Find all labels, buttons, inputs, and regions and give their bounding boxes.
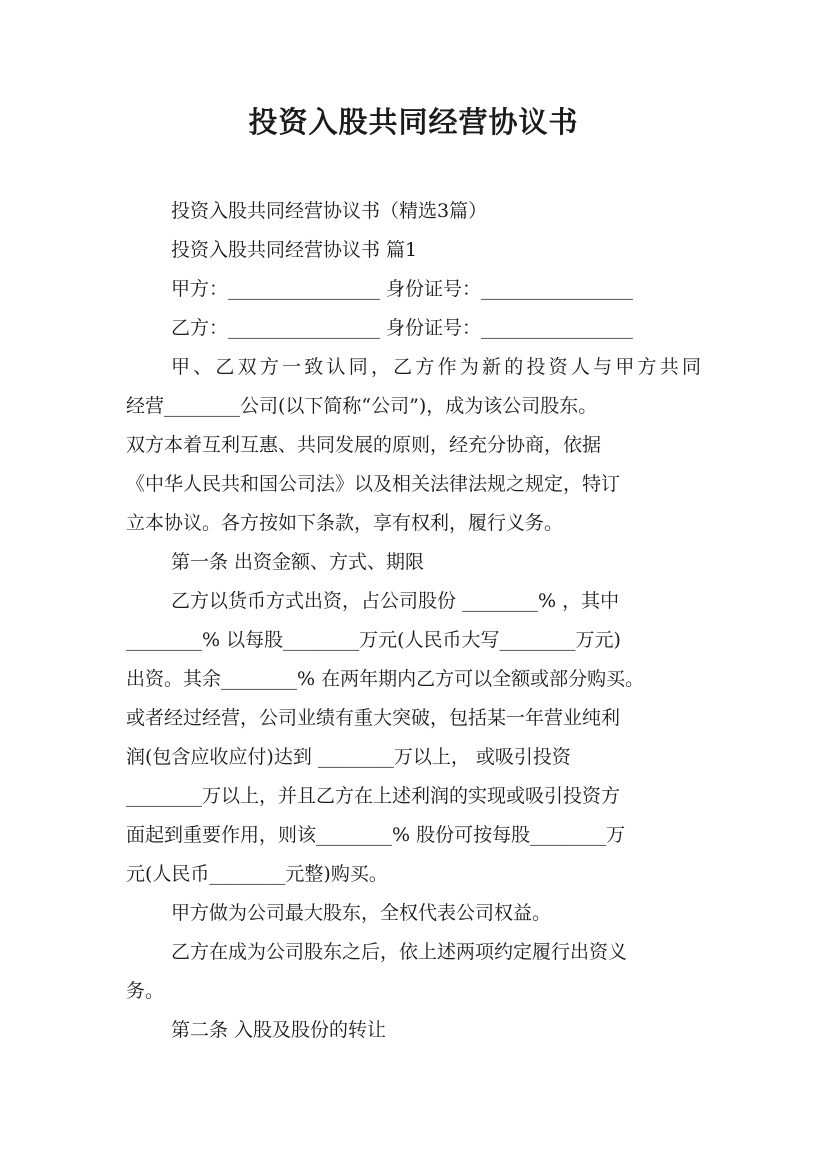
paragraph-line: 经营________公司(以下简称“公司”)，成为该公司股东。 — [126, 395, 598, 417]
paragraph-line: 润(包含应收应付)达到 ________万以上， 或吸引投资 — [126, 746, 571, 768]
paragraph-line: 出资。其余________% 在两年期内乙方可以全额或部分购买。 — [126, 668, 645, 690]
paragraph-line: ________% 以每股________万元(人民币大写________万元) — [126, 629, 621, 651]
paragraph-line: 务。 — [126, 980, 165, 1002]
party-b-line: 乙方：________________ 身份证号：________________ — [171, 317, 634, 339]
section-heading: 投资入股共同经营协议书 篇1 — [171, 239, 418, 261]
paragraph-line: 元(人民币________元整)购买。 — [126, 863, 388, 885]
paragraph-line: 甲方做为公司最大股东，全权代表公司权益。 — [171, 902, 552, 924]
paragraph-line: 乙方以货币方式出资，占公司股份 ________% ，其中 — [171, 590, 620, 612]
paragraph-line: 甲、乙双方一致认同，乙方作为新的投资人与甲方共同 — [171, 356, 701, 378]
party-a-line: 甲方：________________ 身份证号：________________ — [171, 278, 634, 300]
article-heading: 第二条 入股及股份的转让 — [171, 1019, 387, 1041]
paragraph-line: 《中华人民共和国公司法》以及相关法律法规之规定，特订 — [126, 473, 621, 495]
paragraph-line: 面起到重要作用，则该________% 股份可按每股________万 — [126, 824, 626, 846]
paragraph-line: 或者经过经营，公司业绩有重大突破，包括某一年营业纯利 — [126, 707, 621, 729]
paragraph-line: 乙方在成为公司股东之后，依上述两项约定履行出资义 — [171, 941, 628, 963]
document-title: 投资入股共同经营协议书 — [248, 105, 579, 139]
paragraph-line: 双方本着互利互惠、共同发展的原则，经充分协商，依据 — [126, 434, 602, 456]
subtitle-selection: 投资入股共同经营协议书（精选3篇） — [171, 200, 488, 222]
paragraph-line: ________万以上，并且乙方在上述利润的实现或吸引投资方 — [126, 785, 621, 807]
article-heading: 第一条 出资金额、方式、期限 — [171, 551, 425, 573]
paragraph-line: 立本协议。各方按如下条款，享有权利，履行义务。 — [126, 512, 564, 534]
